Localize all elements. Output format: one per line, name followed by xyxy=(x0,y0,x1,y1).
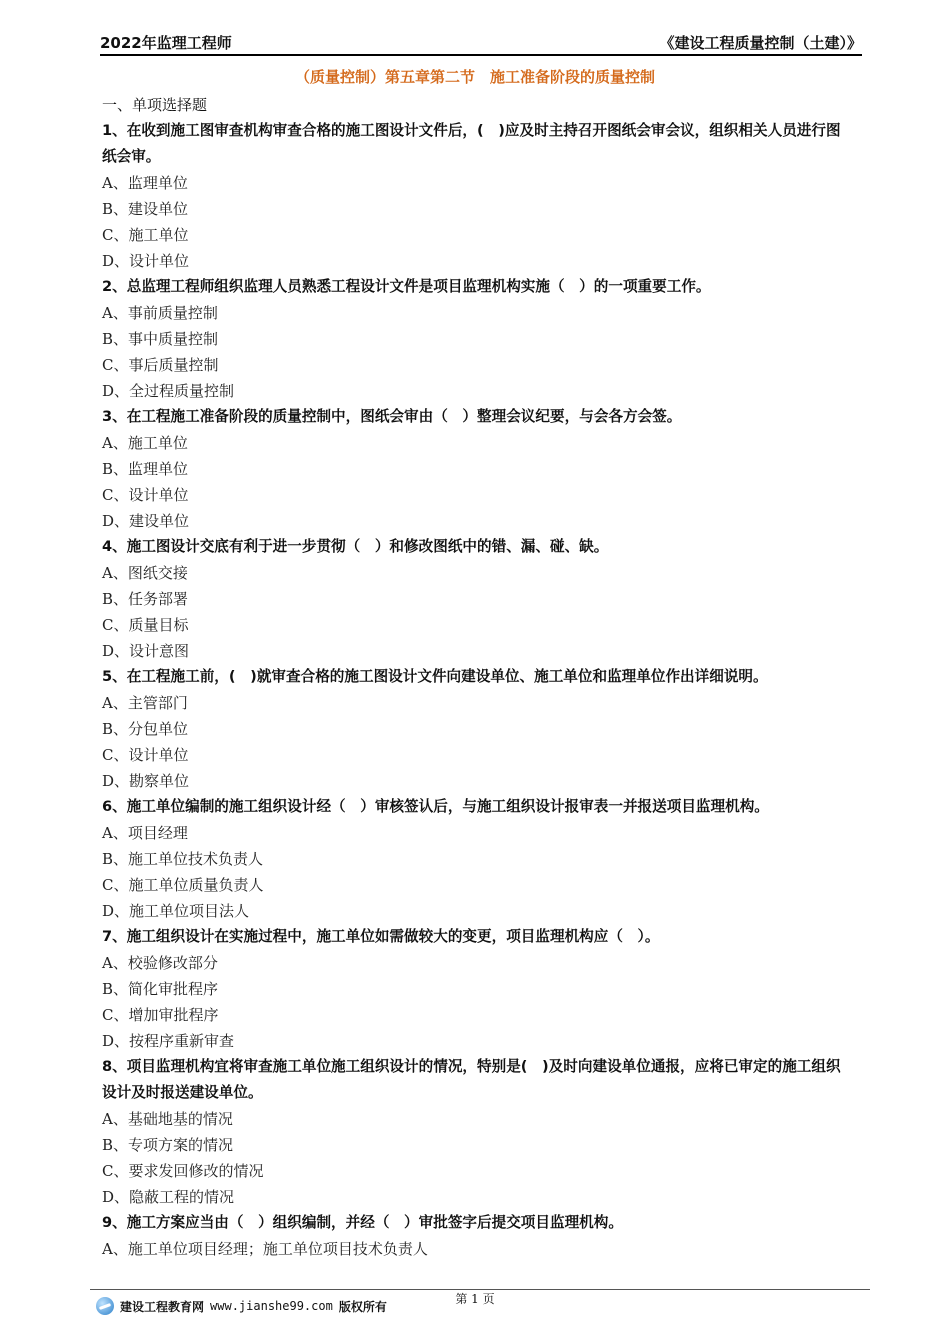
answer-option: C、质量目标 xyxy=(102,616,189,634)
page-header xyxy=(100,30,862,56)
answer-option: A、施工单位项目经理；施工单位项目技术负责人 xyxy=(102,1240,428,1258)
question-text: 6、施工单位编制的施工组织设计经（ ）审核签认后，与施工组织设计报审表一并报送项目监理机构。 xyxy=(102,798,769,815)
header-exam-name: 2022年监理工程师 xyxy=(100,34,232,52)
answer-option: C、施工单位 xyxy=(102,226,189,244)
question-text: 1、在收到施工图审查机构审查合格的施工图设计文件后，( )应及时主持召开图纸会审会议，组织相关人员进行图纸会审。 xyxy=(102,122,841,165)
question-text: 3、在工程施工准备阶段的质量控制中，图纸会审由（ ）整理会议纪要，与会各方会签。 xyxy=(102,408,682,425)
answer-option: C、设计单位 xyxy=(102,746,189,764)
question-list xyxy=(102,92,852,1262)
answer-option: D、全过程质量控制 xyxy=(102,382,235,400)
answer-option: D、按程序重新审查 xyxy=(102,1032,235,1050)
footer-url[interactable]: www.jianshe99.com xyxy=(210,1299,333,1313)
answer-option: A、主管部门 xyxy=(102,694,188,712)
answer-option: A、监理单位 xyxy=(102,174,188,192)
question-text: 4、施工图设计交底有利于进一步贯彻（ ）和修改图纸中的错、漏、碰、缺。 xyxy=(102,538,609,555)
answer-option: B、监理单位 xyxy=(102,460,189,478)
answer-option: C、要求发回修改的情况 xyxy=(102,1162,264,1180)
answer-option: B、建设单位 xyxy=(102,200,189,218)
answer-option: A、施工单位 xyxy=(102,434,188,452)
footer-site-name: 建设工程教育网 xyxy=(120,1299,205,1314)
answer-option: D、建设单位 xyxy=(102,512,190,530)
answer-option: A、项目经理 xyxy=(102,824,188,842)
page-footer xyxy=(96,1296,387,1316)
answer-option: B、简化审批程序 xyxy=(102,980,219,998)
answer-option: B、事中质量控制 xyxy=(102,330,219,348)
answer-option: C、设计单位 xyxy=(102,486,189,504)
answer-option: B、施工单位技术负责人 xyxy=(102,850,264,868)
question-text: 2、总监理工程师组织监理人员熟悉工程设计文件是项目监理机构实施（ ）的一项重要工作。 xyxy=(102,278,711,295)
answer-option: A、图纸交接 xyxy=(102,564,188,582)
footer-rights: 版权所有 xyxy=(338,1299,387,1314)
page-number: 第 1 页 xyxy=(455,1292,495,1306)
answer-option: C、事后质量控制 xyxy=(102,356,219,374)
document-title: （质量控制）第五章第二节 施工准备阶段的质量控制 xyxy=(294,68,655,86)
question-text: 5、在工程施工前，( )就审查合格的施工图设计文件向建设单位、施工单位和监理单位作出详细说明。 xyxy=(102,668,768,685)
answer-option: D、设计意图 xyxy=(102,642,190,660)
site-logo-icon xyxy=(96,1297,114,1315)
answer-option: C、增加审批程序 xyxy=(102,1006,219,1024)
answer-option: C、施工单位质量负责人 xyxy=(102,876,264,894)
answer-option: B、任务部署 xyxy=(102,590,189,608)
answer-option: D、隐蔽工程的情况 xyxy=(102,1188,235,1206)
question-text: 7、施工组织设计在实施过程中，施工单位如需做较大的变更，项目监理机构应（ ）。 xyxy=(102,928,660,945)
answer-option: A、事前质量控制 xyxy=(102,304,218,322)
question-text: 8、项目监理机构宜将审查施工单位施工组织设计的情况，特别是( )及时向建设单位通报，应将已审定的施工组织设计及时报送建设单位。 xyxy=(102,1058,841,1101)
answer-option: B、专项方案的情况 xyxy=(102,1136,234,1154)
answer-option: D、勘察单位 xyxy=(102,772,190,790)
section-heading: 一、单项选择题 xyxy=(102,96,208,114)
answer-option: B、分包单位 xyxy=(102,720,189,738)
question-text: 9、施工方案应当由（ ）组织编制，并经（ ）审批签字后提交项目监理机构。 xyxy=(102,1214,623,1231)
answer-option: A、校验修改部分 xyxy=(102,954,218,972)
answer-option: D、施工单位项目法人 xyxy=(102,902,250,920)
header-book-title: 《建设工程质量控制（土建）》 xyxy=(659,34,862,52)
answer-option: A、基础地基的情况 xyxy=(102,1110,233,1128)
answer-option: D、设计单位 xyxy=(102,252,190,270)
